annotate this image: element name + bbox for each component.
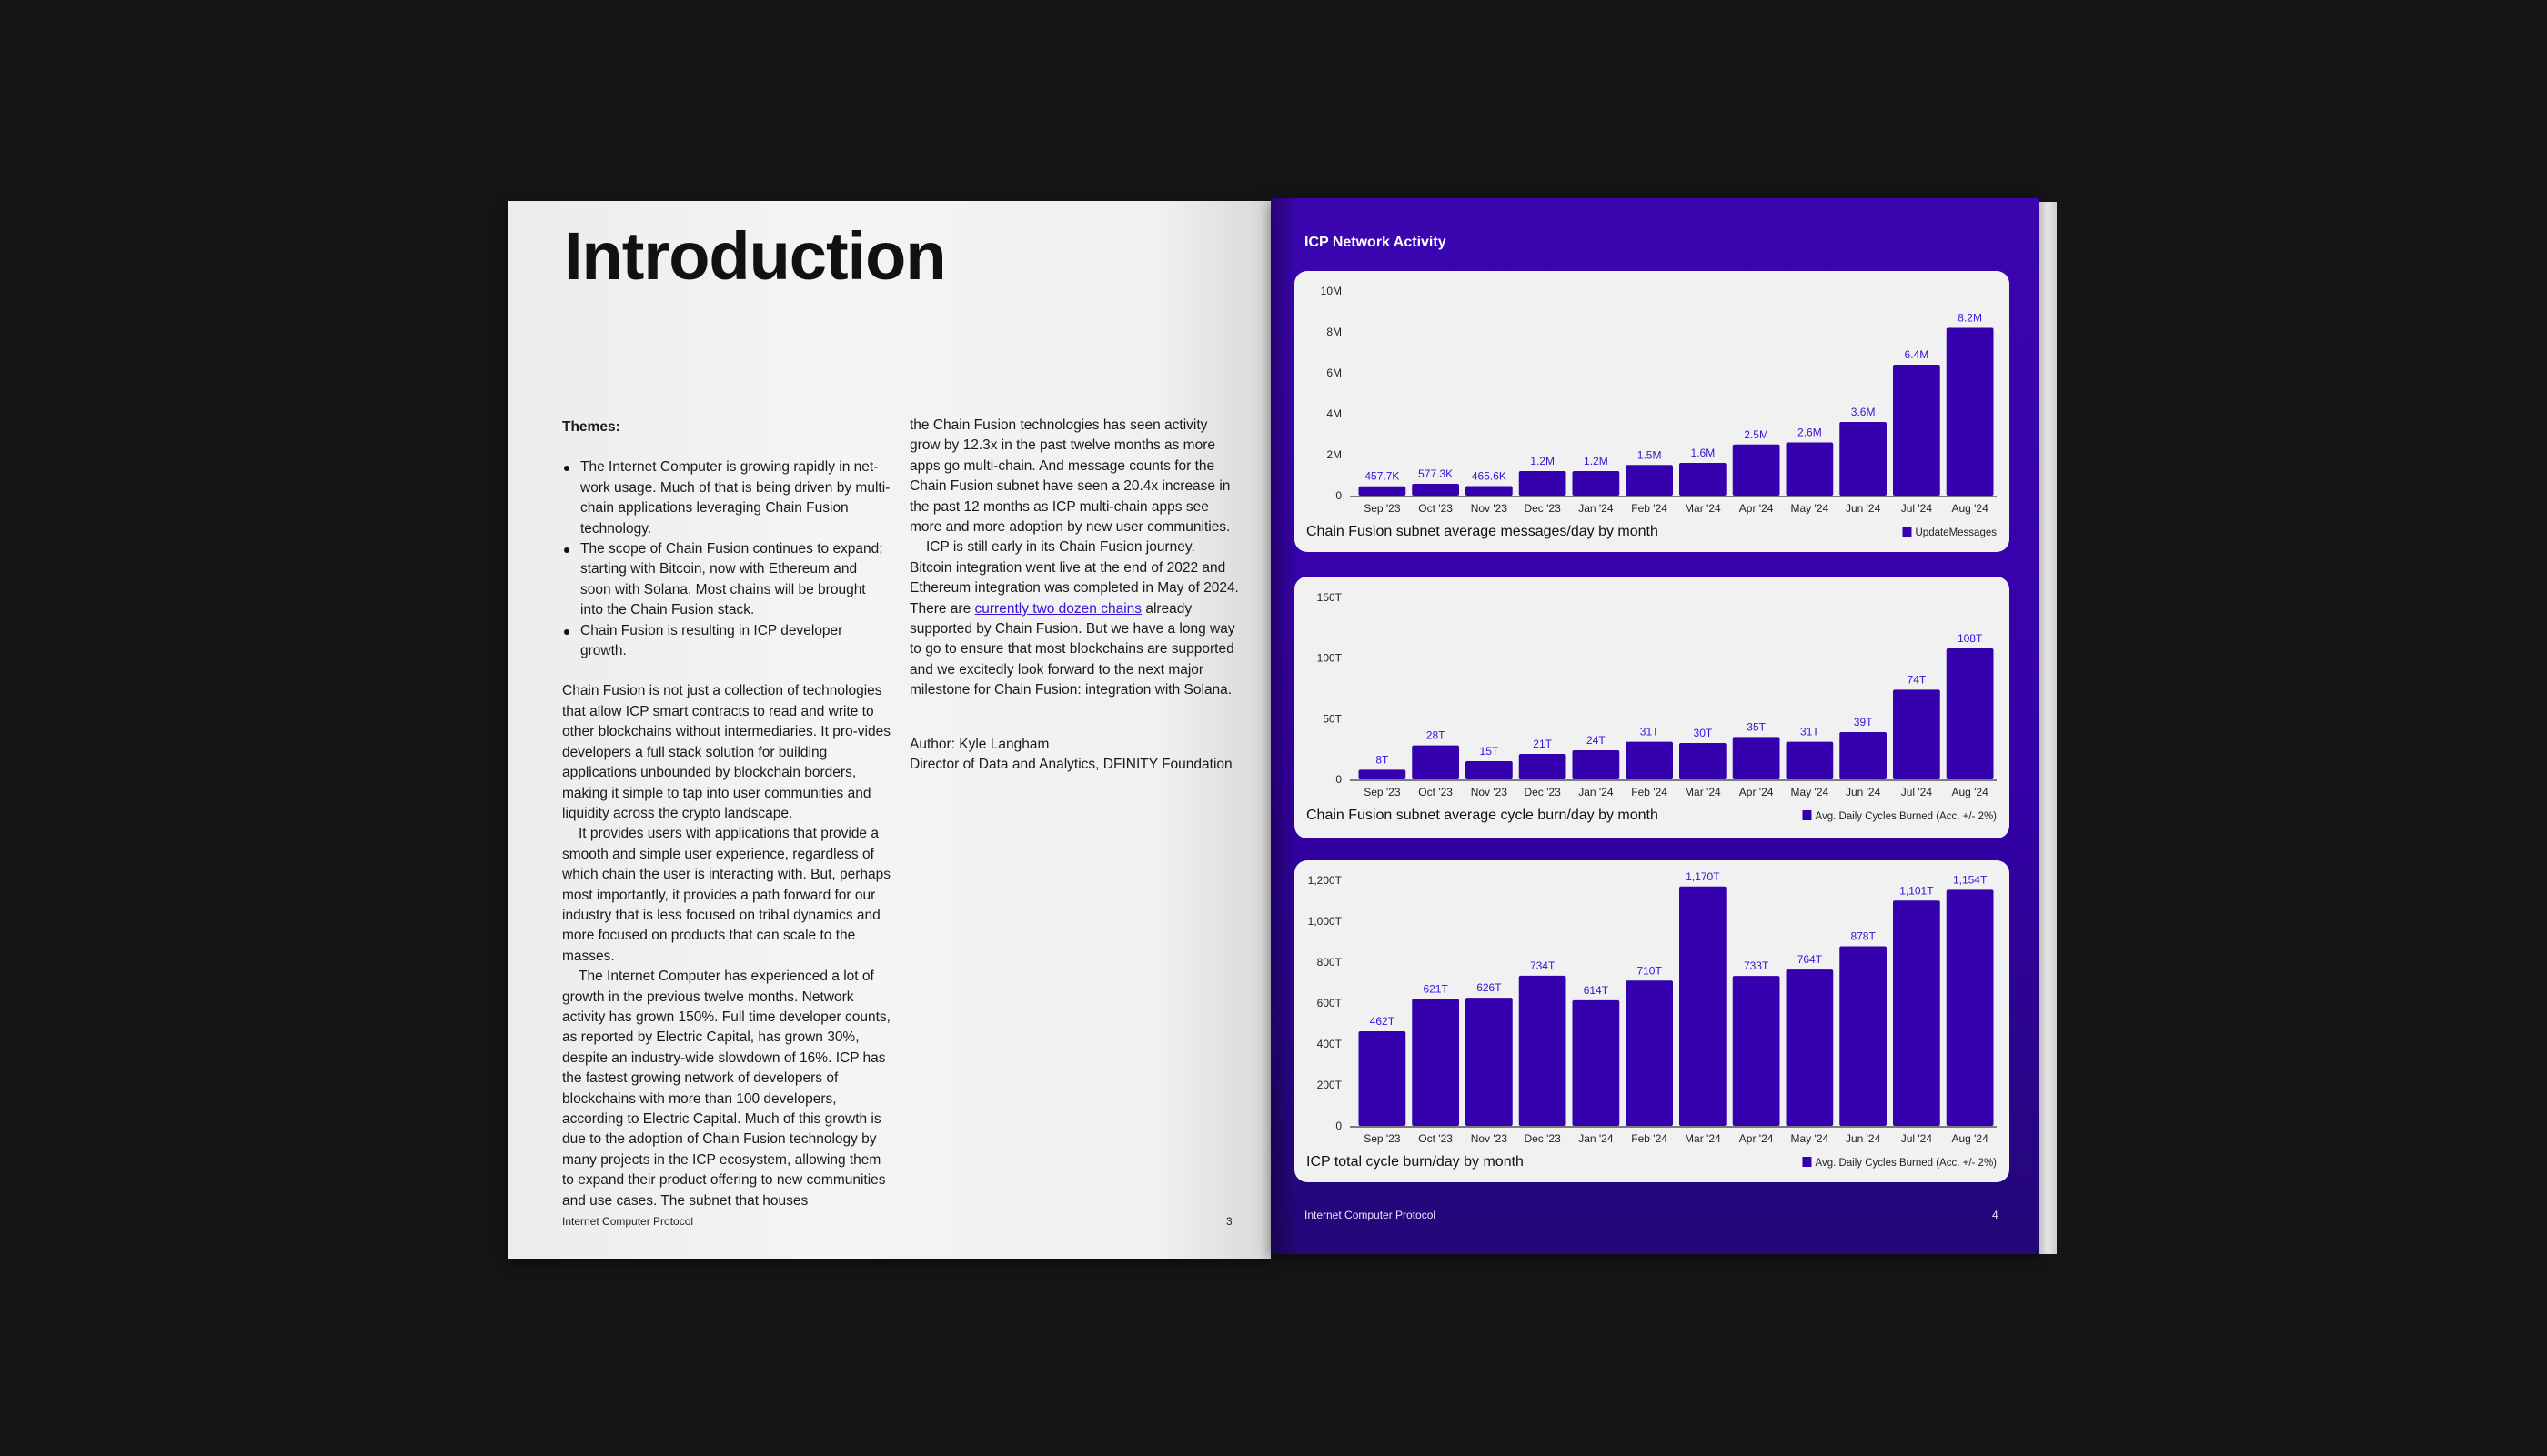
theme-bullet: The scope of Chain Fusion continues to expand; starting with Bitcoin, now with Ethereum and soon with Solana. Most chains will be brought into the Chain Fusion stack. bbox=[580, 539, 891, 621]
chart-card-messages bbox=[1294, 271, 2009, 552]
data-label: 1.2M bbox=[1584, 455, 1608, 467]
bar bbox=[1787, 969, 1834, 1126]
chains-link[interactable]: currently two dozen chains bbox=[974, 600, 1143, 617]
y-tick-label: 4M bbox=[1326, 407, 1342, 420]
data-label: 74T bbox=[1907, 673, 1927, 687]
data-label: 6.4M bbox=[1904, 348, 1929, 361]
text: already supported by Chain Fusion. But we have a long way to go to ensure that most blockchains are supported and we excitedly look forward to the next major milestone for Chain Fusion: integration with Solana. bbox=[910, 600, 1235, 698]
y-tick-label: 200T bbox=[1316, 1079, 1342, 1091]
x-tick-label: Apr '24 bbox=[1738, 786, 1774, 798]
legend-swatch bbox=[1802, 810, 1811, 820]
x-tick-label: Sep '23 bbox=[1364, 1132, 1401, 1145]
bar bbox=[1733, 445, 1780, 496]
data-label: 28T bbox=[1425, 728, 1445, 742]
bar bbox=[1465, 761, 1513, 779]
x-tick-label: Apr '24 bbox=[1738, 1132, 1774, 1145]
data-label: 8T bbox=[1375, 753, 1389, 767]
chart-card-subnet-cycles bbox=[1294, 577, 2009, 838]
x-tick-label: Jan '24 bbox=[1578, 502, 1614, 515]
data-label: 1.6M bbox=[1690, 447, 1716, 459]
x-tick-label: Jun '24 bbox=[1845, 1132, 1881, 1145]
bar bbox=[1893, 365, 1940, 496]
bar bbox=[1519, 976, 1566, 1126]
data-label: 31T bbox=[1639, 725, 1659, 738]
bar bbox=[1626, 742, 1673, 779]
x-tick-label: Jan '24 bbox=[1578, 1132, 1614, 1145]
bar bbox=[1947, 328, 1994, 497]
data-label: 462T bbox=[1369, 1015, 1395, 1029]
author-role: Director of Data and Analytics, DFINITY Foundation bbox=[910, 757, 1233, 773]
themes-heading: Themes: bbox=[562, 419, 620, 435]
right-page bbox=[1271, 198, 2039, 1254]
bar bbox=[1787, 443, 1834, 497]
page-stack-edge bbox=[2039, 202, 2057, 1254]
bar bbox=[1947, 648, 1994, 779]
x-tick-label: Sep '23 bbox=[1364, 786, 1401, 798]
bar bbox=[1893, 900, 1940, 1126]
x-tick-label: Aug '24 bbox=[1951, 502, 1988, 515]
subnet-cycles-chart bbox=[1294, 577, 2009, 838]
y-tick-label: 400T bbox=[1316, 1038, 1342, 1050]
x-tick-label: May '24 bbox=[1790, 786, 1829, 798]
x-tick-label: Nov '23 bbox=[1470, 502, 1508, 515]
left-page bbox=[508, 201, 1271, 1259]
text-column-2 bbox=[910, 416, 1239, 776]
y-tick-label: 800T bbox=[1316, 956, 1342, 969]
x-tick-label: Aug '24 bbox=[1951, 786, 1988, 798]
bar bbox=[1839, 732, 1887, 779]
data-label: 621T bbox=[1423, 982, 1448, 996]
x-tick-label: Mar '24 bbox=[1685, 786, 1721, 798]
bar bbox=[1573, 750, 1620, 779]
bar bbox=[1839, 422, 1887, 496]
data-label: 21T bbox=[1533, 738, 1552, 750]
data-label: 24T bbox=[1586, 734, 1606, 747]
x-tick-label: Nov '23 bbox=[1470, 786, 1508, 798]
data-label: 1,101T bbox=[1899, 884, 1934, 898]
x-tick-label: Jul '24 bbox=[1900, 1132, 1933, 1145]
y-tick-label: 2M bbox=[1326, 448, 1342, 461]
bar bbox=[1465, 998, 1513, 1126]
body-paragraph: the Chain Fusion technologies has seen activity grow by 12.3x in the past twelve months as more apps go multi-chain. And message counts for the Chain Fusion subnet have seen a 20.4x increase in the past 12 months as ICP multi-chain apps see more and more adoption by new user communities. bbox=[910, 417, 1231, 536]
bar bbox=[1573, 471, 1620, 496]
bar bbox=[1787, 742, 1834, 779]
bar bbox=[1679, 887, 1727, 1126]
bar bbox=[1519, 471, 1566, 496]
x-tick-label: May '24 bbox=[1790, 502, 1829, 515]
bar bbox=[1412, 484, 1459, 496]
y-tick-label: 0 bbox=[1335, 1120, 1342, 1132]
data-label: 8.2M bbox=[1958, 311, 1982, 325]
data-label: 31T bbox=[1800, 725, 1819, 738]
data-label: 764T bbox=[1797, 953, 1823, 967]
bar bbox=[1465, 487, 1513, 496]
chart-card-total-cycles bbox=[1294, 860, 2009, 1182]
data-label: 710T bbox=[1636, 964, 1662, 978]
x-tick-label: Nov '23 bbox=[1470, 1132, 1508, 1145]
x-tick-label: Jul '24 bbox=[1900, 502, 1933, 515]
x-tick-label: Mar '24 bbox=[1685, 1132, 1721, 1145]
body-paragraph bbox=[910, 537, 1239, 700]
bar bbox=[1412, 746, 1459, 779]
x-tick-label: Jun '24 bbox=[1845, 502, 1881, 515]
y-tick-label: 0 bbox=[1335, 489, 1342, 502]
bar bbox=[1679, 463, 1727, 496]
bar bbox=[1359, 487, 1406, 496]
data-label: 457.7K bbox=[1364, 469, 1400, 483]
page-number: 3 bbox=[1226, 1215, 1233, 1228]
data-label: 1,154T bbox=[1952, 873, 1988, 887]
text: ICP is still early in its Chain Fusion journey. Bitcoin integration went live at the end of 2022 and Ethereum integration was completed in May of 2024. There are bbox=[910, 539, 1239, 617]
y-tick-label: 0 bbox=[1335, 773, 1342, 786]
chart-caption: ICP total cycle burn/day by month bbox=[1306, 1154, 1524, 1170]
data-label: 30T bbox=[1693, 727, 1713, 739]
bar bbox=[1359, 1031, 1406, 1126]
data-label: 1,170T bbox=[1686, 869, 1720, 883]
x-tick-label: Oct '23 bbox=[1418, 786, 1453, 798]
bar bbox=[1947, 889, 1994, 1126]
legend-swatch bbox=[1903, 527, 1912, 537]
body-paragraph: It provides users with applications that provide a smooth and simple user experience, regardless of which chain the user is interacting with. But, perhaps most importantly, it provides a path forward for our industry that is less focused on tribal dynamics and more focused on products that can scale to the masses. bbox=[562, 826, 891, 964]
x-tick-label: Dec '23 bbox=[1524, 786, 1561, 798]
x-tick-label: Jan '24 bbox=[1578, 786, 1614, 798]
bar bbox=[1519, 754, 1566, 779]
footer-title: Internet Computer Protocol bbox=[1304, 1209, 1436, 1221]
bar bbox=[1893, 689, 1940, 779]
body-paragraph: The Internet Computer has experienced a lot of growth in the previous twelve months. Network activity has grown 150%. Full time developer counts, as reported by Electric Capital, has grown 30%, despite an industry-wide slowdown of 16%. ICP has the fastest growing network of developers of blockchains with more than 100 developers, according to Electric Capital. Much of this growth is due to the adoption of Chain Fusion technology by many projects in the ICP ecosystem, allowing them to expand their product offering to new communities and use cases. The subnet that houses bbox=[562, 969, 891, 1209]
bar bbox=[1839, 946, 1887, 1126]
page-number: 4 bbox=[1992, 1209, 1998, 1221]
data-label: 2.5M bbox=[1744, 427, 1768, 441]
bar bbox=[1626, 980, 1673, 1126]
x-tick-label: Dec '23 bbox=[1524, 502, 1561, 515]
y-tick-label: 1,200T bbox=[1307, 874, 1342, 887]
x-tick-label: Feb '24 bbox=[1631, 502, 1667, 515]
theme-bullet: The Internet Computer is growing rapidly in net-work usage. Much of that is being driven by multi-chain applications leveraging Chain Fusion technology. bbox=[580, 457, 891, 539]
y-tick-label: 600T bbox=[1316, 997, 1342, 1009]
x-tick-label: Oct '23 bbox=[1418, 502, 1453, 515]
x-tick-label: Jun '24 bbox=[1845, 786, 1881, 798]
bar bbox=[1733, 976, 1780, 1126]
data-label: 15T bbox=[1479, 745, 1499, 758]
legend-label: Avg. Daily Cycles Burned (Acc. +/- 2%) bbox=[1815, 811, 1997, 822]
x-tick-label: Mar '24 bbox=[1685, 502, 1721, 515]
x-tick-label: Aug '24 bbox=[1951, 1132, 1988, 1145]
y-tick-label: 1,000T bbox=[1307, 915, 1342, 928]
bar bbox=[1679, 743, 1727, 779]
x-tick-label: Sep '23 bbox=[1364, 502, 1401, 515]
data-label: 465.6K bbox=[1471, 469, 1506, 483]
data-label: 35T bbox=[1747, 720, 1766, 734]
y-tick-label: 150T bbox=[1316, 591, 1342, 604]
chart-caption: Chain Fusion subnet average messages/day by month bbox=[1306, 524, 1658, 539]
bar bbox=[1359, 769, 1406, 779]
x-tick-label: Apr '24 bbox=[1738, 502, 1774, 515]
footer-title: Internet Computer Protocol bbox=[562, 1215, 694, 1228]
bar bbox=[1733, 737, 1780, 779]
data-label: 108T bbox=[1957, 632, 1983, 645]
bar bbox=[1626, 465, 1673, 496]
data-label: 614T bbox=[1583, 983, 1609, 997]
data-label: 878T bbox=[1850, 929, 1876, 943]
theme-bullet: Chain Fusion is resulting in ICP developer growth. bbox=[580, 621, 891, 662]
data-label: 733T bbox=[1743, 959, 1769, 973]
x-tick-label: May '24 bbox=[1790, 1132, 1829, 1145]
body-paragraph: Chain Fusion is not just a collection of technologies that allow ICP smart contracts to read and write to other blockchains without intermediaries. It pro-vides developers a full stack solution for building applications unbounded by blockchain borders, making it simple to tap into user communities and liquidity across the crypto landscape. bbox=[562, 683, 891, 821]
data-label: 39T bbox=[1853, 716, 1873, 728]
x-tick-label: Feb '24 bbox=[1631, 786, 1667, 798]
x-tick-label: Feb '24 bbox=[1631, 1132, 1667, 1145]
x-tick-label: Jul '24 bbox=[1900, 786, 1933, 798]
y-tick-label: 8M bbox=[1326, 326, 1342, 338]
data-label: 1.2M bbox=[1530, 455, 1555, 467]
x-tick-label: Dec '23 bbox=[1524, 1132, 1561, 1145]
x-tick-label: Oct '23 bbox=[1418, 1132, 1453, 1145]
bar bbox=[1573, 1000, 1620, 1126]
text-column-1 bbox=[562, 417, 891, 1211]
section-title: ICP Network Activity bbox=[1304, 235, 1446, 250]
data-label: 1.5M bbox=[1636, 448, 1662, 462]
total-cycles-chart bbox=[1294, 860, 2009, 1182]
data-label: 577.3K bbox=[1418, 467, 1454, 481]
legend-swatch bbox=[1802, 1157, 1811, 1167]
y-tick-label: 10M bbox=[1320, 285, 1342, 297]
chart-caption: Chain Fusion subnet average cycle burn/day by month bbox=[1306, 808, 1658, 823]
messages-chart bbox=[1294, 271, 2009, 552]
author: Author: Kyle Langham bbox=[910, 736, 1050, 752]
y-tick-label: 50T bbox=[1323, 712, 1342, 726]
legend-label: UpdateMessages bbox=[1915, 527, 1997, 538]
y-tick-label: 6M bbox=[1326, 367, 1342, 379]
data-label: 3.6M bbox=[1850, 406, 1876, 418]
themes-list bbox=[562, 457, 891, 661]
page-title: Introduction bbox=[564, 218, 946, 294]
legend-label: Avg. Daily Cycles Burned (Acc. +/- 2%) bbox=[1815, 1158, 1997, 1169]
data-label: 2.6M bbox=[1797, 426, 1822, 439]
data-label: 626T bbox=[1476, 981, 1502, 995]
bar bbox=[1412, 999, 1459, 1126]
y-tick-label: 100T bbox=[1316, 651, 1342, 665]
data-label: 734T bbox=[1529, 959, 1555, 972]
